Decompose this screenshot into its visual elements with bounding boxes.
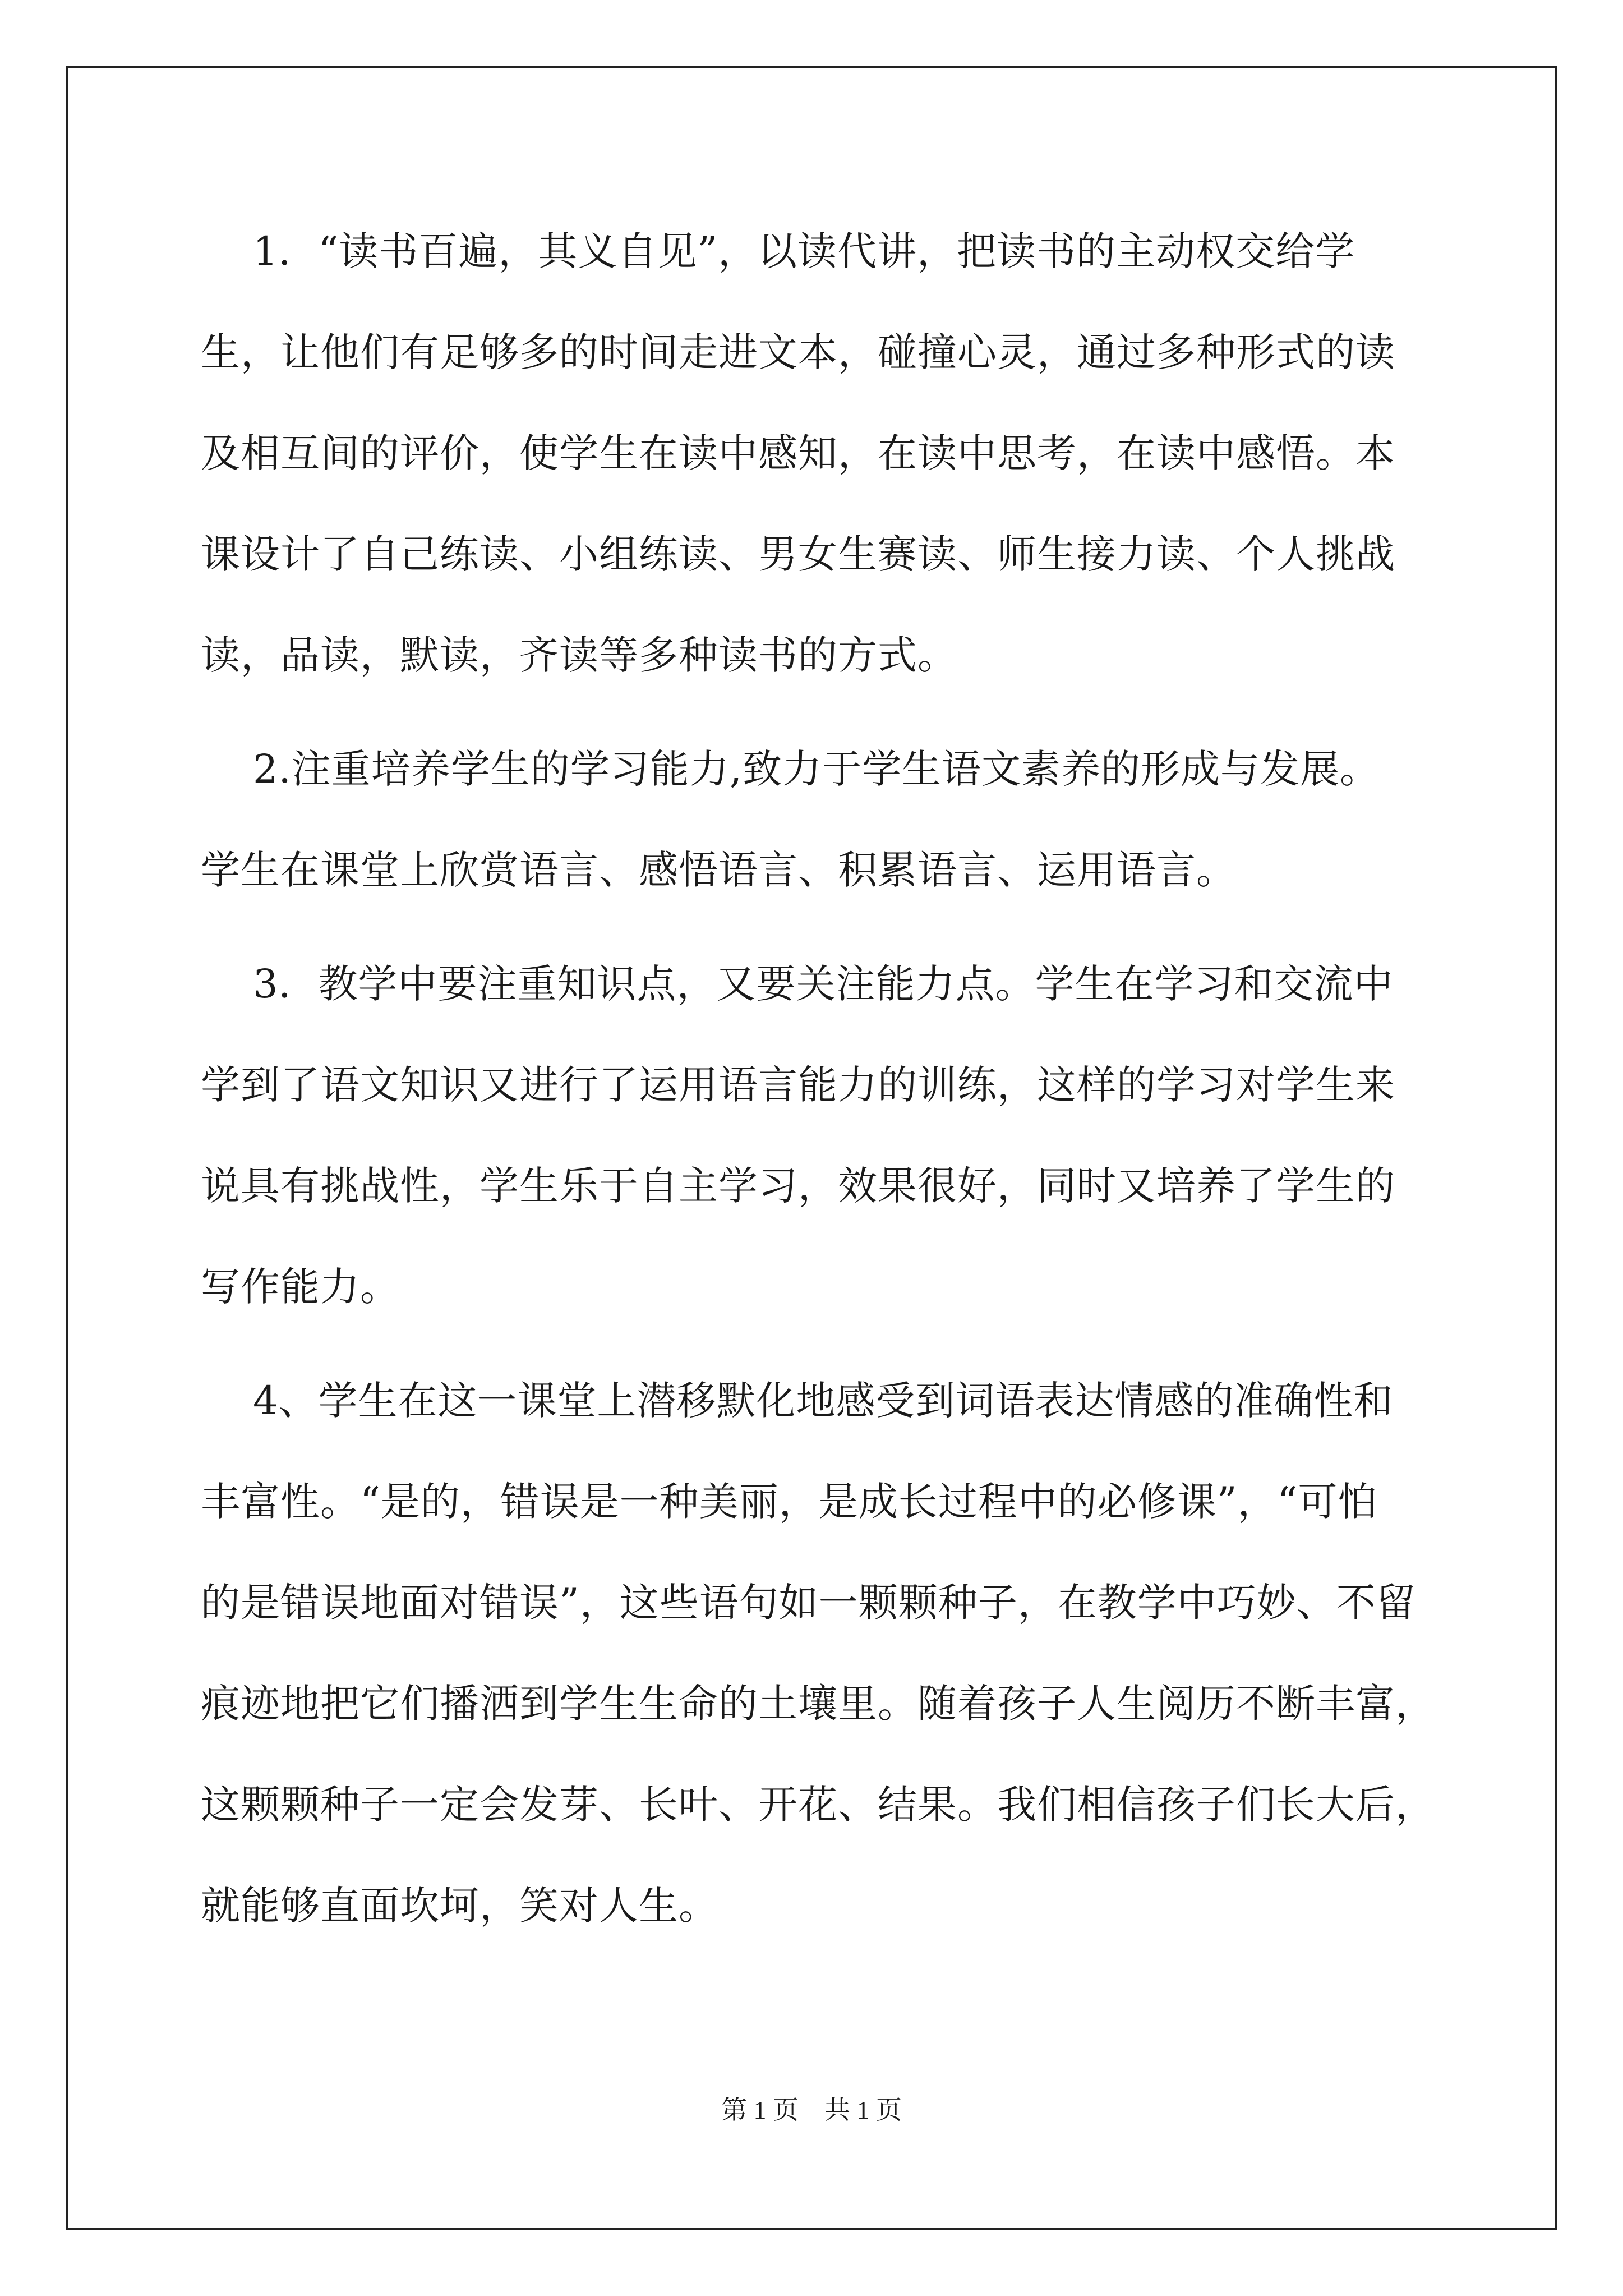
text-line: 2.注重培养学生的学习能力,致力于学生语文素养的形成与发展。	[201, 746, 1380, 792]
text-line: 学到了语文知识又进行了运用语言能力的训练，这样的学习对学生来	[201, 1062, 1395, 1108]
text-line: 痕迹地把它们播洒到学生生命的土壤里。随着孩子人生阅历不断丰富，	[201, 1681, 1435, 1727]
paragraph-2	[201, 735, 1429, 937]
text-line: 就能够直面坎坷，笑对人生。	[201, 1883, 718, 1929]
text-line: 课设计了自己练读、小组练读、男女生赛读、师生接力读、个人挑战	[201, 531, 1395, 577]
text-line: 读，品读，默读，齐读等多种读书的方式。	[201, 632, 957, 678]
text-line: 写作能力。	[201, 1264, 400, 1310]
text-line: 丰富性。“是的，错误是一种美丽，是成长过程中的必修课”，“可怕	[201, 1479, 1378, 1525]
text-line: 说具有挑战性，学生乐于自主学习，效果很好，同时又培养了学生的	[201, 1163, 1395, 1209]
page-number-footer: 第 1 页 共 1 页	[721, 2096, 902, 2124]
text-line: 这颗颗种子一定会发芽、长叶、开花、结果。我们相信孩子们长大后，	[201, 1782, 1435, 1828]
paragraph-1	[201, 218, 1429, 723]
text-line: 4、学生在这一课堂上潜移默化地感受到词语表达情感的准确性和	[201, 1378, 1394, 1424]
text-line: 学生在课堂上欣赏语言、感悟语言、积累语言、运用语言。	[201, 847, 1236, 893]
paragraph-3	[201, 950, 1429, 1354]
text-line: 生，让他们有足够多的时间走进文本，碰撞心灵，通过多种形式的读	[201, 329, 1395, 375]
paragraph-4	[201, 1367, 1435, 1973]
text-line: 及相互间的评价，使学生在读中感知，在读中思考，在读中感悟。本	[201, 430, 1395, 476]
text-line: 的是错误地面对错误”，这些语句如一颗颗种子，在教学中巧妙、不留	[201, 1580, 1416, 1626]
text-line: 3．教学中要注重知识点，又要关注能力点。学生在学习和交流中	[201, 961, 1394, 1007]
text-line: 1．“读书百遍，其义自见”，以读代讲，把读书的主动权交给学	[201, 228, 1355, 274]
document-body	[201, 218, 1435, 1973]
